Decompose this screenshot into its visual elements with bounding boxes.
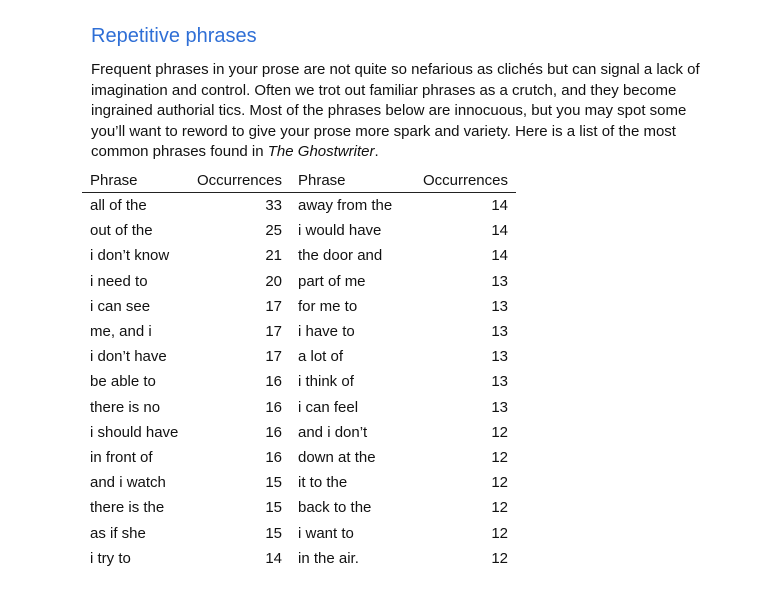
intro-paragraph [91,60,703,163]
occurrences-cell: 17 [265,323,282,341]
occurrences-cell: 14 [491,197,508,215]
phrase-cell: part of me [298,272,366,290]
table-row [82,193,516,219]
phrase-cell: i don’t know [90,247,170,265]
occurrences-cell: 13 [491,323,508,341]
phrase-cell: in front of [90,448,153,466]
table-row [82,218,516,243]
phrase-cell: as if she [90,524,146,542]
phrase-cell: me, and i [90,323,152,341]
table-row [82,243,516,268]
occurrences-cell: 12 [491,549,508,567]
book-title: The Ghostwriter [267,143,375,160]
occurrences-cell: 17 [265,348,282,366]
table-row [82,495,516,520]
table-body [82,193,516,571]
occurrences-cell: 13 [491,373,508,391]
table-row [82,369,516,394]
table-row [82,344,516,369]
phrase-cell: i don’t have [90,348,167,366]
table-row [82,546,516,571]
intro-end: . [374,143,379,160]
phrase-cell: all of the [90,197,147,215]
phrase-cell: be able to [90,373,156,391]
intro-text: Frequent phrases in your prose are not quite so nefarious as clichés but can signal a lack of imagination and control. Often we trot out familiar phrases as a crutch, and they become ingrained authorial tics. Most of the phrases below are innocuous, but you may spot some you’ll want to reword to give your prose more spark and variety. Here is a list of the most common phrases found in [91,61,700,160]
phrase-cell: i think of [298,373,354,391]
occurrences-cell: 12 [491,499,508,517]
table-row [82,520,516,545]
occurrences-cell: 12 [491,524,508,542]
occurrences-cell: 16 [265,423,282,441]
phrase-cell: it to the [298,474,348,492]
occurrences-cell: 15 [265,524,282,542]
phrase-cell: there is the [90,499,165,517]
occurrences-cell: 14 [265,549,282,567]
occurrences-cell: 12 [491,474,508,492]
occurrences-cell: 13 [491,348,508,366]
phrase-cell: a lot of [298,348,344,366]
phrase-cell: i need to [90,272,148,290]
occurrences-cell: 16 [265,398,282,416]
occurrences-cell: 15 [265,499,282,517]
occurrences-cell: 33 [265,197,282,215]
phrase-cell: i can see [90,297,151,315]
phrase-cell: i should have [90,423,179,441]
occurrences-cell: 14 [491,247,508,265]
phrase-cell: i want to [298,524,354,542]
phrase-cell: for me to [298,297,358,315]
occurrences-cell: 17 [265,297,282,315]
phrases-table [82,168,516,571]
phrase-cell: and i watch [90,474,166,492]
phrase-cell: i try to [90,549,131,567]
phrase-cell: i would have [298,222,382,240]
phrase-cell: out of the [90,222,153,240]
occurrences-cell: 13 [491,297,508,315]
occurrences-cell: 16 [265,448,282,466]
occurrences-cell: 12 [491,423,508,441]
table-header-row [82,168,516,193]
header-occurrences-2: Occurrences [408,168,516,193]
occurrences-cell: 25 [265,222,282,240]
table-row [82,269,516,294]
phrase-cell: back to the [298,499,372,517]
occurrences-cell: 14 [491,222,508,240]
occurrences-cell: 20 [265,272,282,290]
header-phrase-2: Phrase [290,168,408,193]
table-row [82,470,516,495]
occurrences-cell: 15 [265,474,282,492]
occurrences-cell: 16 [265,373,282,391]
phrase-cell: the door and [298,247,383,265]
phrase-cell: and i don’t [298,423,368,441]
phrase-cell: down at the [298,448,376,466]
phrase-cell: i have to [298,323,355,341]
article [91,22,711,163]
phrase-cell: in the air. [298,549,359,567]
section-heading: Repetitive phrases [91,25,257,47]
phrase-cell: i can feel [298,398,359,416]
table-row [82,319,516,344]
table-row [82,294,516,319]
table-row [82,395,516,420]
phrase-cell: there is no [90,398,161,416]
occurrences-cell: 21 [265,247,282,265]
table-row [82,420,516,445]
table-row [82,445,516,470]
header-phrase-1: Phrase [82,168,190,193]
header-occurrences-1: Occurrences [190,168,290,193]
occurrences-cell: 12 [491,448,508,466]
phrase-cell: away from the [298,197,393,215]
occurrences-cell: 13 [491,272,508,290]
occurrences-cell: 13 [491,398,508,416]
